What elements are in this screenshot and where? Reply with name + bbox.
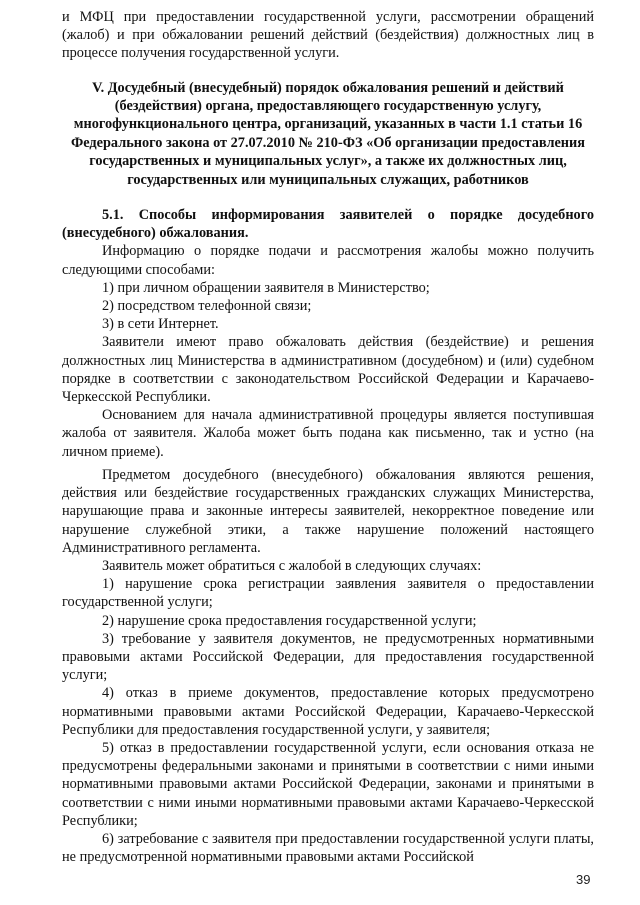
paragraph-subject: Предметом досудебного (внесудебного) обжалования являются решения, действия или бездействие государственных гражданских служащих Министерства, нарушающие права и законные интересы заявителей, некорректное поведение или нарушение служебной этики, а также нарушение положений настоящего Административного регламента. [62,466,594,556]
document-page [62,8,594,866]
case-item-6: 6) затребование с заявителя при предоставлении государственной услуги платы, не предусмотренной нормативными правовыми актами Российской [62,830,594,866]
list-item-2: 2) посредством телефонной связи; [102,298,312,315]
paragraph-basis: Основанием для начала административной процедуры является поступившая жалоба от заявителя. Жалоба может быть подана как письменно, так и устно (на личном приеме). [62,407,594,460]
list-item-3: 3) в сети Интернет. [102,316,219,333]
paragraph-rights: Заявители имеют право обжаловать действия (бездействие) и решения должностных лиц Министерства в административном (досудебном) и (или) судебном порядке в соответствии с законодательством Российской Федерации и Карачаево-Черкесской Республики. [62,334,594,406]
case-item-3: 3) требование у заявителя документов, не предусмотренных нормативными правовыми актами Российской Федерации, для предоставления государственной услуги; [62,630,594,684]
case-item-2: 2) нарушение срока предоставления государственной услуги; [102,612,477,629]
list-item-1: 1) при личном обращении заявителя в Министерство; [102,279,430,296]
subsection-title: 5.1. Способы информирования заявителей о порядке досудебного (внесудебного) обжалования. [62,207,594,242]
paragraph-cases: Заявитель может обратиться с жалобой в следующих случаях: [102,557,482,574]
page-number: 39 [576,872,591,887]
case-item-4: 4) отказ в приеме документов, предоставление которых предусмотрено нормативными правовыми актами Российской Федерации, Карачаево-Черкесской Республики для предоставления государственной услуги, у заявителя; [62,685,594,738]
case-item-5: 5) отказ в предоставлении государственной услуги, если основания отказа не предусмотрены федеральными законами и принятыми в соответствии с ними иными нормативными правовыми актами Российской Федерации, законами и принятыми в соответствии с ними иными нормативными правовыми актами Карачаево-Черкесской Республики; [62,739,594,829]
section-title: V. Досудебный (внесудебный) порядок обжалования решений и действий (бездействия) органа, предоставляющего государственную услугу, многофункционального центра, организаций, указанных в части 1.1 статьи 16 Федерального закона от 27.07.2010 № 210-ФЗ «Об организации предоставления государственных и муниципальных услуг», а также их должностных лиц, государственных или муниципальных служащих, работников [70,79,586,188]
case-item-1: 1) нарушение срока регистрации заявления заявителя о предоставлении государственной услуги; [62,576,594,611]
intro-paragraph: и МФЦ при предоставлении государственной услуги, рассмотрении обращений (жалоб) и при обжаловании решений действий (бездействия) должностных лиц в процессе получения государственной услуги. [62,9,594,62]
paragraph-info-ways: Информацию о порядке подачи и рассмотрения жалобы можно получить следующими способами: [62,243,594,278]
